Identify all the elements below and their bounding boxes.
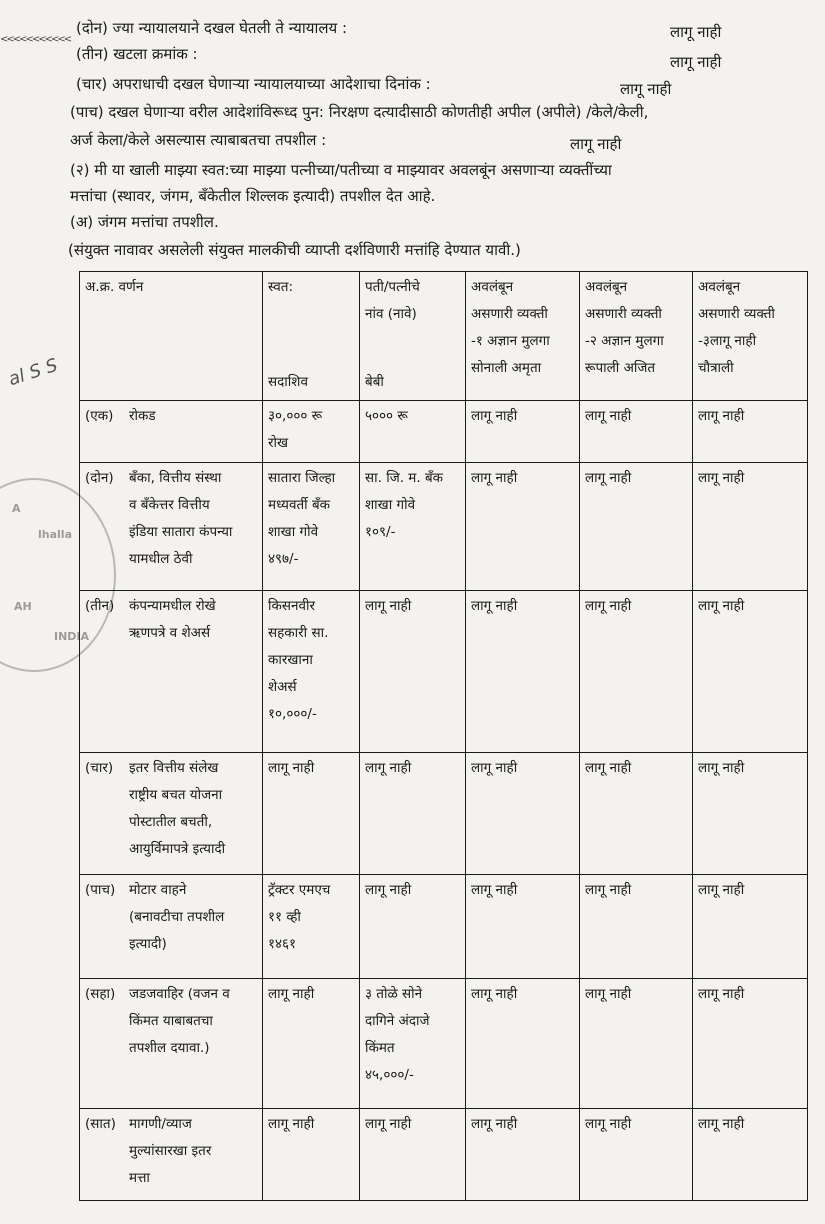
header-serial-description: अ.क्र. वर्णन [80, 272, 263, 401]
description-line: पोस्टातील बचती, [129, 814, 213, 830]
cell-line: ३०,००० रू [268, 408, 323, 424]
cell-line: लागू नाही [698, 986, 745, 1002]
cell-line: ४९७/- [268, 551, 299, 567]
cell-dep3 [693, 753, 808, 875]
cell-dep2 [580, 875, 693, 979]
cell-dep1 [466, 463, 580, 591]
cell-line: लागू नाही [585, 598, 632, 614]
cell-dep2 [580, 591, 693, 753]
table-row [80, 1109, 808, 1201]
description-line: इंडिया सातारा कंपन्या [129, 524, 233, 540]
cell-line: लागू नाही [471, 882, 518, 898]
cell-dep2 [580, 463, 693, 591]
header-dependent-3: अवलंबून असणारी व्यक्ती -३लागू नाही चौत्राली [693, 272, 808, 401]
cell-description [80, 591, 263, 753]
description-line: जडजवाहिर (वजन व [129, 986, 230, 1002]
table-row [80, 401, 808, 463]
cell-line: लागू नाही [471, 408, 518, 424]
cell-dep2 [580, 1109, 693, 1201]
cell-dep3 [693, 979, 808, 1109]
cell-line: शाखा गोवे [268, 524, 319, 540]
cell-line: लागू नाही [698, 408, 745, 424]
cell-description [80, 463, 263, 591]
serial-number: (पाच) [85, 882, 116, 898]
description-line: राष्ट्रीय बचत योजना [129, 787, 223, 803]
serial-number: (सहा) [85, 986, 116, 1002]
cell-line: लागू नाही [268, 1116, 315, 1132]
cell-line: लागू नाही [471, 470, 518, 486]
cell-spouse [360, 591, 466, 753]
cell-dep3 [693, 1109, 808, 1201]
cell-line: सहकारी सा. [268, 625, 329, 641]
serial-number: (सात) [85, 1116, 116, 1132]
cell-line: ३ तोळे सोने [365, 986, 423, 1002]
cell-line: १०,०००/- [268, 706, 317, 722]
cell-dep2 [580, 753, 693, 875]
cell-line: लागू नाही [471, 1116, 518, 1132]
header-dependent-1: अवलंबून असणारी व्यक्ती -१ अज्ञान मुलगा सोनाली अमृता [466, 272, 580, 401]
cell-self [263, 1109, 360, 1201]
declaration-line-1: (२) मी या खाली माझ्या स्वत:च्या माझ्या पत्नीच्या/पतीच्या व माझ्यावर अवलबूंन असणाऱ्या व्यक्तींच्या [70, 161, 612, 179]
description-line: तपशील दयावा.) [129, 1040, 210, 1056]
header-self: स्वत: सदाशिव [263, 272, 360, 401]
cell-spouse [360, 1109, 466, 1201]
edge-marks: <<<<<<<<<<< [0, 34, 71, 45]
cell-line: लागू नाही [585, 986, 632, 1002]
cell-dep3 [693, 463, 808, 591]
cell-spouse [360, 401, 466, 463]
cell-spouse [360, 753, 466, 875]
cell-line: लागू नाही [698, 882, 745, 898]
appeal-line-2: अर्ज केला/केले असल्यास त्याबाबतचा तपशील : [70, 131, 327, 149]
asset-rows [80, 401, 808, 1201]
serial-number: (एक) [85, 408, 114, 424]
cell-line: शेअर्स [268, 679, 297, 695]
cell-line: लागू नाही [365, 598, 412, 614]
description-line: यामधील ठेवी [129, 551, 193, 567]
cell-line: किसनवीर [268, 598, 316, 614]
joint-ownership-note: (संयुक्त नावावर असलेली संयुक्त मालकीची व्याप्ती दर्शविणारी मत्तांहि देण्यात यावी.) [68, 241, 521, 259]
cell-dep1 [466, 401, 580, 463]
description-line: आयुर्विमापत्रे इत्यादी [129, 841, 226, 857]
case-number-label: (तीन) खटला क्रमांक : [76, 45, 198, 63]
table-row [80, 591, 808, 753]
cell-spouse [360, 979, 466, 1109]
description-line: व बँकेत्तर वित्तीय [129, 497, 210, 513]
court-label: (दोन) ज्या न्यायालयाने दखल घेतली ते न्यायालय : [76, 19, 348, 37]
cell-dep3 [693, 591, 808, 753]
cell-dep1 [466, 1109, 580, 1201]
description-line: मागणी/व्याज [129, 1116, 192, 1132]
cell-line: लागू नाही [471, 760, 518, 776]
cell-self [263, 463, 360, 591]
table-row [80, 875, 808, 979]
description-line: इत्यादी) [129, 936, 167, 952]
cell-dep2 [580, 401, 693, 463]
order-date-value: लागू नाही [620, 80, 672, 98]
cell-line: लागू नाही [585, 882, 632, 898]
order-date-label: (चार) अपराधाची दखल घेणाऱ्या न्यायालयाच्या आदेशाचा दिनांक : [76, 75, 431, 93]
cell-line: दागिने अंदाजे [365, 1013, 430, 1029]
cell-line: लागू नाही [698, 598, 745, 614]
cell-dep1 [466, 753, 580, 875]
cell-line: मध्यवर्ती बँक [268, 497, 331, 513]
cell-self [263, 979, 360, 1109]
table-row [80, 979, 808, 1109]
cell-dep2 [580, 979, 693, 1109]
cell-description [80, 1109, 263, 1201]
cell-dep3 [693, 401, 808, 463]
cell-line: लागू नाही [585, 470, 632, 486]
serial-number: (चार) [85, 760, 114, 776]
description-line: किंमत याबाबतचा [129, 1013, 213, 1029]
cell-description [80, 401, 263, 463]
cell-line: १४६१ [268, 936, 297, 952]
cell-line: लागू नाही [471, 598, 518, 614]
description-line: इतर वित्तीय संलेख [129, 760, 219, 776]
cell-line: रोख [268, 435, 289, 451]
description-line: मत्ता [129, 1170, 150, 1186]
cell-self [263, 401, 360, 463]
cell-line: ट्रॅक्टर एमएच [268, 882, 331, 898]
serial-number: (तीन) [85, 598, 115, 614]
header-dependent-2: अवलंबून असणारी व्यक्ती -२ अज्ञान मुलगा रूपाली अजित [580, 272, 693, 401]
header-spouse: पती/पत्नीचे नांव (नावे) बेबी [360, 272, 466, 401]
table-row [80, 753, 808, 875]
description-line: मोटार वाहने [129, 882, 187, 898]
cell-line: लागू नाही [471, 986, 518, 1002]
cell-line: लागू नाही [585, 408, 632, 424]
cell-line: लागू नाही [365, 882, 412, 898]
cell-line: लागू नाही [585, 760, 632, 776]
movable-assets-table [79, 271, 808, 1201]
cell-line: सा. जि. म. बँक [365, 470, 444, 486]
appeal-line-1: (पाच) दखल घेणाऱ्या वरील आदेशांविरूध्द पुन: निरक्षण दत्यादीसाठी कोणतीही अपील (अपीले) /केले/केली, [70, 103, 649, 121]
cell-line: शाखा गोवे [365, 497, 416, 513]
cell-line: ११ व्ही [268, 909, 301, 925]
cell-line: लागू नाही [585, 1116, 632, 1132]
cell-line: लागू नाही [268, 986, 315, 1002]
description-line: ऋणपत्रे व शेअर्स [129, 625, 211, 641]
cell-line: सातारा जिल्हा [268, 470, 336, 486]
description-line: कंपन्यामधील रोखे [129, 598, 216, 614]
cell-line: लागू नाही [698, 1116, 745, 1132]
table-header-row [80, 272, 808, 401]
cell-self [263, 591, 360, 753]
cell-line: किंमत [365, 1040, 395, 1056]
appeal-value: लागू नाही [570, 135, 622, 153]
cell-spouse [360, 463, 466, 591]
cell-description [80, 875, 263, 979]
cell-self [263, 753, 360, 875]
description-line: मुल्यांसारखा इतर [129, 1143, 212, 1159]
cell-line: लागू नाही [698, 470, 745, 486]
cell-dep1 [466, 875, 580, 979]
cell-self [263, 875, 360, 979]
description-line: रोकड [129, 408, 156, 424]
serial-number: (दोन) [85, 470, 114, 486]
case-number-value: लागू नाही [670, 53, 722, 71]
seal-stamp: A lhalla AH INDIA [0, 478, 116, 672]
cell-description [80, 753, 263, 875]
table-row [80, 463, 808, 591]
description-line: बँका, वित्तीय संस्था [129, 470, 222, 486]
cell-spouse [360, 875, 466, 979]
cell-line: कारखाना [268, 652, 313, 668]
cell-line: लागू नाही [698, 760, 745, 776]
section-a-heading: (अ) जंगम मत्तांचा तपशील. [70, 213, 219, 231]
cell-line: ५००० रू [365, 408, 408, 424]
cell-line: लागू नाही [365, 760, 412, 776]
cell-line: लागू नाही [365, 1116, 412, 1132]
cell-description [80, 979, 263, 1109]
cell-line: १०९/- [365, 524, 396, 540]
description-line: (बनावटीचा तपशील [129, 909, 225, 925]
declaration-line-2: मत्तांचा (स्थावर, जंगम, बँकेतील शिल्लक इत्यादी) तपशील देत आहे. [70, 187, 436, 205]
cell-line: लागू नाही [268, 760, 315, 776]
cell-dep1 [466, 979, 580, 1109]
cell-dep1 [466, 591, 580, 753]
cell-dep3 [693, 875, 808, 979]
cell-line: ४५,०००/- [365, 1067, 414, 1083]
margin-handwriting: al S S [5, 354, 61, 391]
court-value: लागू नाही [670, 23, 722, 41]
